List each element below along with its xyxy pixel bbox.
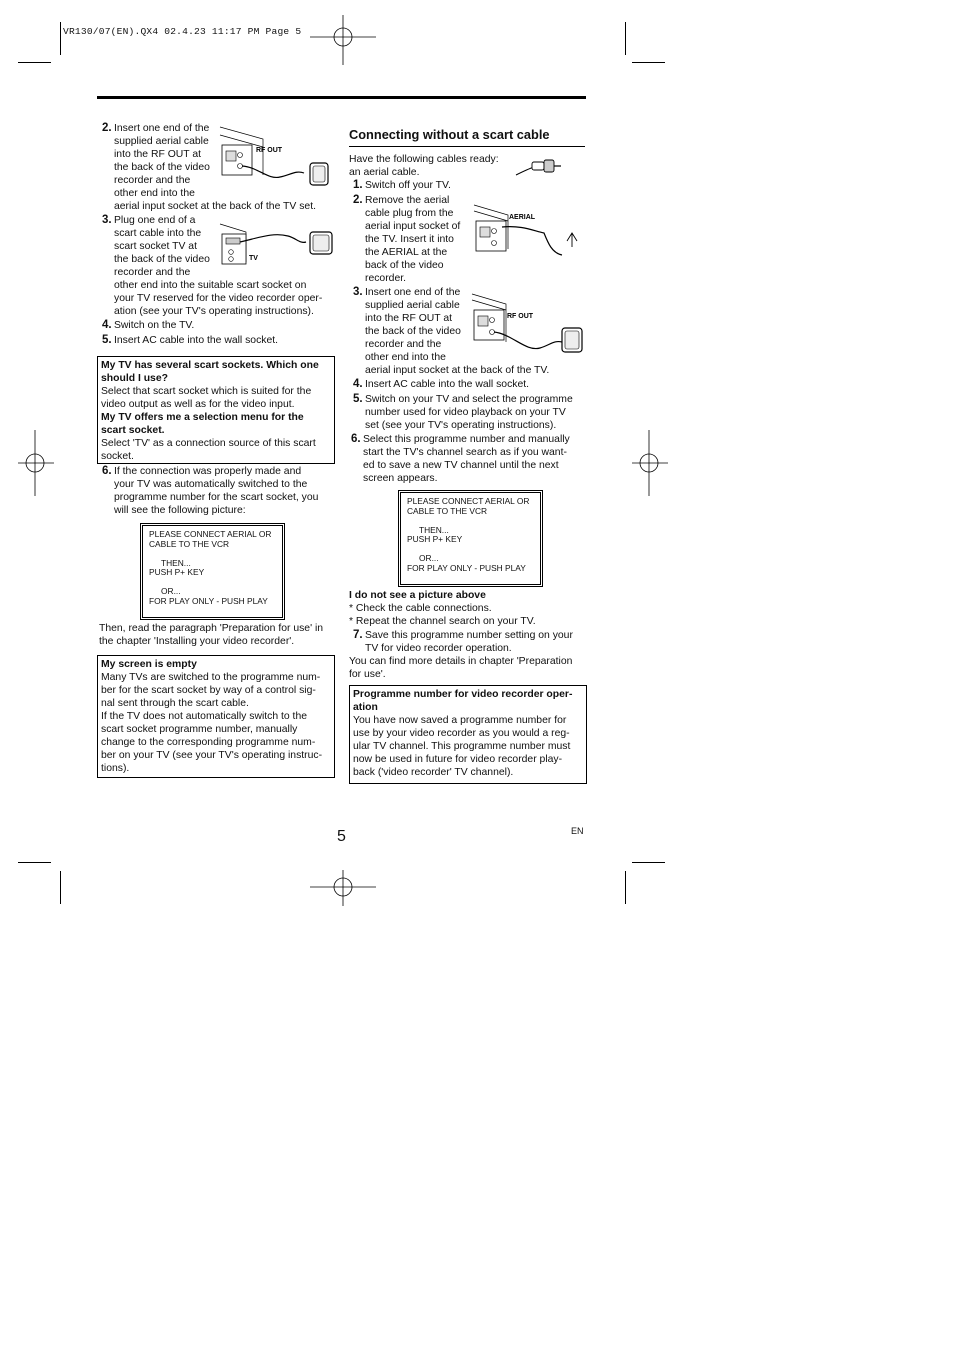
page-number: 5 <box>337 828 346 845</box>
tv-screen-message <box>140 523 285 620</box>
tip-answer: Select 'TV' as a connection source of this scart <box>101 438 316 449</box>
vcr-rf-out-diagram <box>218 125 336 195</box>
screen-line: OR... <box>161 586 181 597</box>
step-text: number used for video playback on your TV <box>365 407 566 418</box>
step-text: programme number for the scart socket, you <box>114 492 319 503</box>
figure-label: AERIAL <box>509 214 536 221</box>
step-number: 2. <box>102 122 112 134</box>
registration-mark-left <box>18 430 54 496</box>
tip-text: Many TVs are switched to the programme num- <box>101 672 321 683</box>
step-text: ed to save a new TV channel until the next <box>363 460 559 471</box>
step-number: 3. <box>102 214 112 226</box>
top-rule <box>97 96 586 99</box>
right-more-info <box>349 655 572 681</box>
tip-text: ber for the scart socket by way of a control sig- <box>101 685 316 696</box>
step-text: cable plug from the <box>365 208 454 219</box>
aerial-cable-icon <box>514 153 564 179</box>
step-text: TV for video recorder operation. <box>365 643 512 654</box>
figure-label: TV <box>249 255 258 262</box>
figure-label: RF OUT <box>507 313 534 320</box>
step-text: your TV reserved for the video recorder oper- <box>114 293 323 304</box>
subheading: I do not see a picture above <box>349 590 486 601</box>
tip-answer: Select that scart socket which is suited for the <box>101 386 312 397</box>
step-text: Remove the aerial <box>365 195 450 206</box>
figure-label: RF OUT <box>256 147 283 154</box>
step-text: will see the following picture: <box>114 505 246 516</box>
step-number: 5. <box>102 334 112 346</box>
tip-question: My TV has several scart sockets. Which one <box>101 360 319 371</box>
step-number: 4. <box>102 319 112 331</box>
step-text: other end into the <box>365 352 446 363</box>
tip-text: nal sent through the scart cable. <box>101 698 249 709</box>
step-text: screen appears. <box>363 473 438 484</box>
tip-question: My TV offers me a selection menu for the <box>101 412 304 423</box>
heading-rule <box>349 146 585 147</box>
step-text: aerial input socket at the back of the TV set. <box>114 201 316 212</box>
step-text: Switch on your TV and select the programme <box>365 394 573 405</box>
step-text: aerial input socket at the back of the TV. <box>365 365 550 376</box>
step-number: 2. <box>353 194 363 206</box>
tip-text: use by your video recorder as you would a reg- <box>353 728 570 739</box>
screen-line: FOR PLAY ONLY - PUSH PLAY <box>149 595 268 606</box>
step-text: Switch off your TV. <box>365 180 451 191</box>
screen-line: FOR PLAY ONLY - PUSH PLAY <box>407 562 526 573</box>
tip-question: scart socket. <box>101 425 165 436</box>
tip-box-scart-sockets <box>97 356 335 464</box>
step-text: supplied aerial cable <box>365 300 460 311</box>
step-text: into the RF OUT at <box>365 313 453 324</box>
screen-line: PUSH P+ KEY <box>407 534 463 545</box>
step-number: 4. <box>353 378 363 390</box>
screen-line: THEN... <box>419 524 449 535</box>
step-text: Insert one end of the <box>365 287 461 298</box>
step-text: aerial input socket of <box>365 221 461 232</box>
vcr-aerial-diagram <box>472 203 586 265</box>
bullet-item: * Repeat the channel search on your TV. <box>349 616 536 627</box>
step-text: scart cable into the <box>114 228 202 239</box>
tip-title: My screen is empty <box>101 659 197 670</box>
tip-text: ber on your TV (see your TV's operating instruc- <box>101 750 323 761</box>
paragraph-line: the chapter 'Installing your video recorder'. <box>99 636 295 647</box>
tip-title: ation <box>353 702 378 713</box>
paragraph-line: Then, read the paragraph 'Preparation for use' in <box>99 623 324 634</box>
step-text: recorder and the <box>114 175 191 186</box>
step-text: recorder and the <box>114 267 191 278</box>
screen-line: PLEASE CONNECT AERIAL OR <box>407 496 530 506</box>
step-text: the back of the video <box>365 326 461 337</box>
screen-line: OR... <box>419 553 439 564</box>
tip-box-screen-empty <box>97 655 335 778</box>
tip-answer: video output as well as for the video input. <box>101 399 295 410</box>
section-heading: Connecting without a scart cable <box>349 127 550 142</box>
tip-title: Programme number for video recorder oper- <box>353 689 573 700</box>
step-text: recorder and the <box>365 339 442 350</box>
step-text: Select this programme number and manually <box>363 434 570 445</box>
step-text: set (see your TV's operating instructions). <box>365 420 557 431</box>
step-number: 1. <box>353 179 363 191</box>
step-number: 5. <box>353 393 363 405</box>
step-text: into the RF OUT at <box>114 149 202 160</box>
tip-text: ular TV channel. This programme number must <box>353 741 571 752</box>
registration-mark-bottom <box>310 870 376 906</box>
tip-text: back ('video recorder' TV channel). <box>353 767 514 778</box>
left-after-screen <box>99 622 323 648</box>
registration-mark-right <box>632 430 668 496</box>
step-text: Switch on the TV. <box>114 320 195 331</box>
tip-text: scart socket programme number, manually <box>101 724 298 735</box>
paragraph-line: an aerial cable. <box>349 167 420 178</box>
tip-text: change to the corresponding programme num- <box>101 737 316 748</box>
screen-line: CABLE TO THE VCR <box>407 505 488 516</box>
tip-question: should I use? <box>101 373 168 384</box>
paragraph-line: You can find more details in chapter 'Preparation <box>349 656 573 667</box>
screen-line: PLEASE CONNECT AERIAL OR <box>149 529 272 539</box>
paragraph-line: for use'. <box>349 669 386 680</box>
tip-text: You have now saved a programme number for <box>353 715 567 726</box>
step-number: 6. <box>351 433 361 445</box>
no-picture-section <box>349 589 536 628</box>
step-text: other end into the <box>114 188 195 199</box>
right-intro <box>349 153 499 179</box>
step-text: back of the video <box>365 260 444 271</box>
print-slug: VR130/07(EN).QX4 02.4.23 11:17 PM Page 5 <box>63 26 302 37</box>
step-text: the back of the video <box>114 162 210 173</box>
step-text: other end into the suitable scart socket on <box>114 280 307 291</box>
tip-text: tions). <box>101 763 130 774</box>
step-text: recorder. <box>365 273 407 284</box>
registration-mark-top <box>310 15 376 65</box>
step-text: ation (see your TV's operating instructions). <box>114 306 314 317</box>
tip-box-programme-number <box>349 685 587 784</box>
step-number: 7. <box>353 629 363 641</box>
step-number: 6. <box>102 465 112 477</box>
step-text: Plug one end of a <box>114 215 196 226</box>
tv-screen-message-right <box>398 490 543 587</box>
step-text: Save this programme number setting on your <box>365 630 573 641</box>
tip-answer: socket. <box>101 451 134 462</box>
language-tag: EN <box>571 826 584 836</box>
step-text: the TV. Insert it into <box>365 234 454 245</box>
step-text: Insert one end of the <box>114 123 210 134</box>
tip-text: now be used in future for video recorder play- <box>353 754 563 765</box>
screen-line: PUSH P+ KEY <box>149 567 205 578</box>
step-text: Insert AC cable into the wall socket. <box>114 335 279 346</box>
step-text: If the connection was properly made and <box>114 466 302 477</box>
bullet-item: * Check the cable connections. <box>349 603 492 614</box>
paragraph-line: Have the following cables ready: <box>349 154 499 165</box>
vcr-scart-tv-diagram <box>218 222 336 272</box>
step-text: your TV was automatically switched to the <box>114 479 308 490</box>
step-text: the AERIAL at the <box>365 247 448 258</box>
step-text: Insert AC cable into the wall socket. <box>365 379 530 390</box>
step-text: the back of the video <box>114 254 210 265</box>
step-text: start the TV's channel search as if you want- <box>363 447 567 458</box>
step-text: scart socket TV at <box>114 241 197 252</box>
screen-line: THEN... <box>161 557 191 568</box>
vcr-rf-out-diagram-right <box>470 292 588 362</box>
step-text: supplied aerial cable <box>114 136 209 147</box>
screen-line: CABLE TO THE VCR <box>149 538 230 549</box>
tip-text: If the TV does not automatically switch to the <box>101 711 307 722</box>
step-number: 3. <box>353 286 363 298</box>
